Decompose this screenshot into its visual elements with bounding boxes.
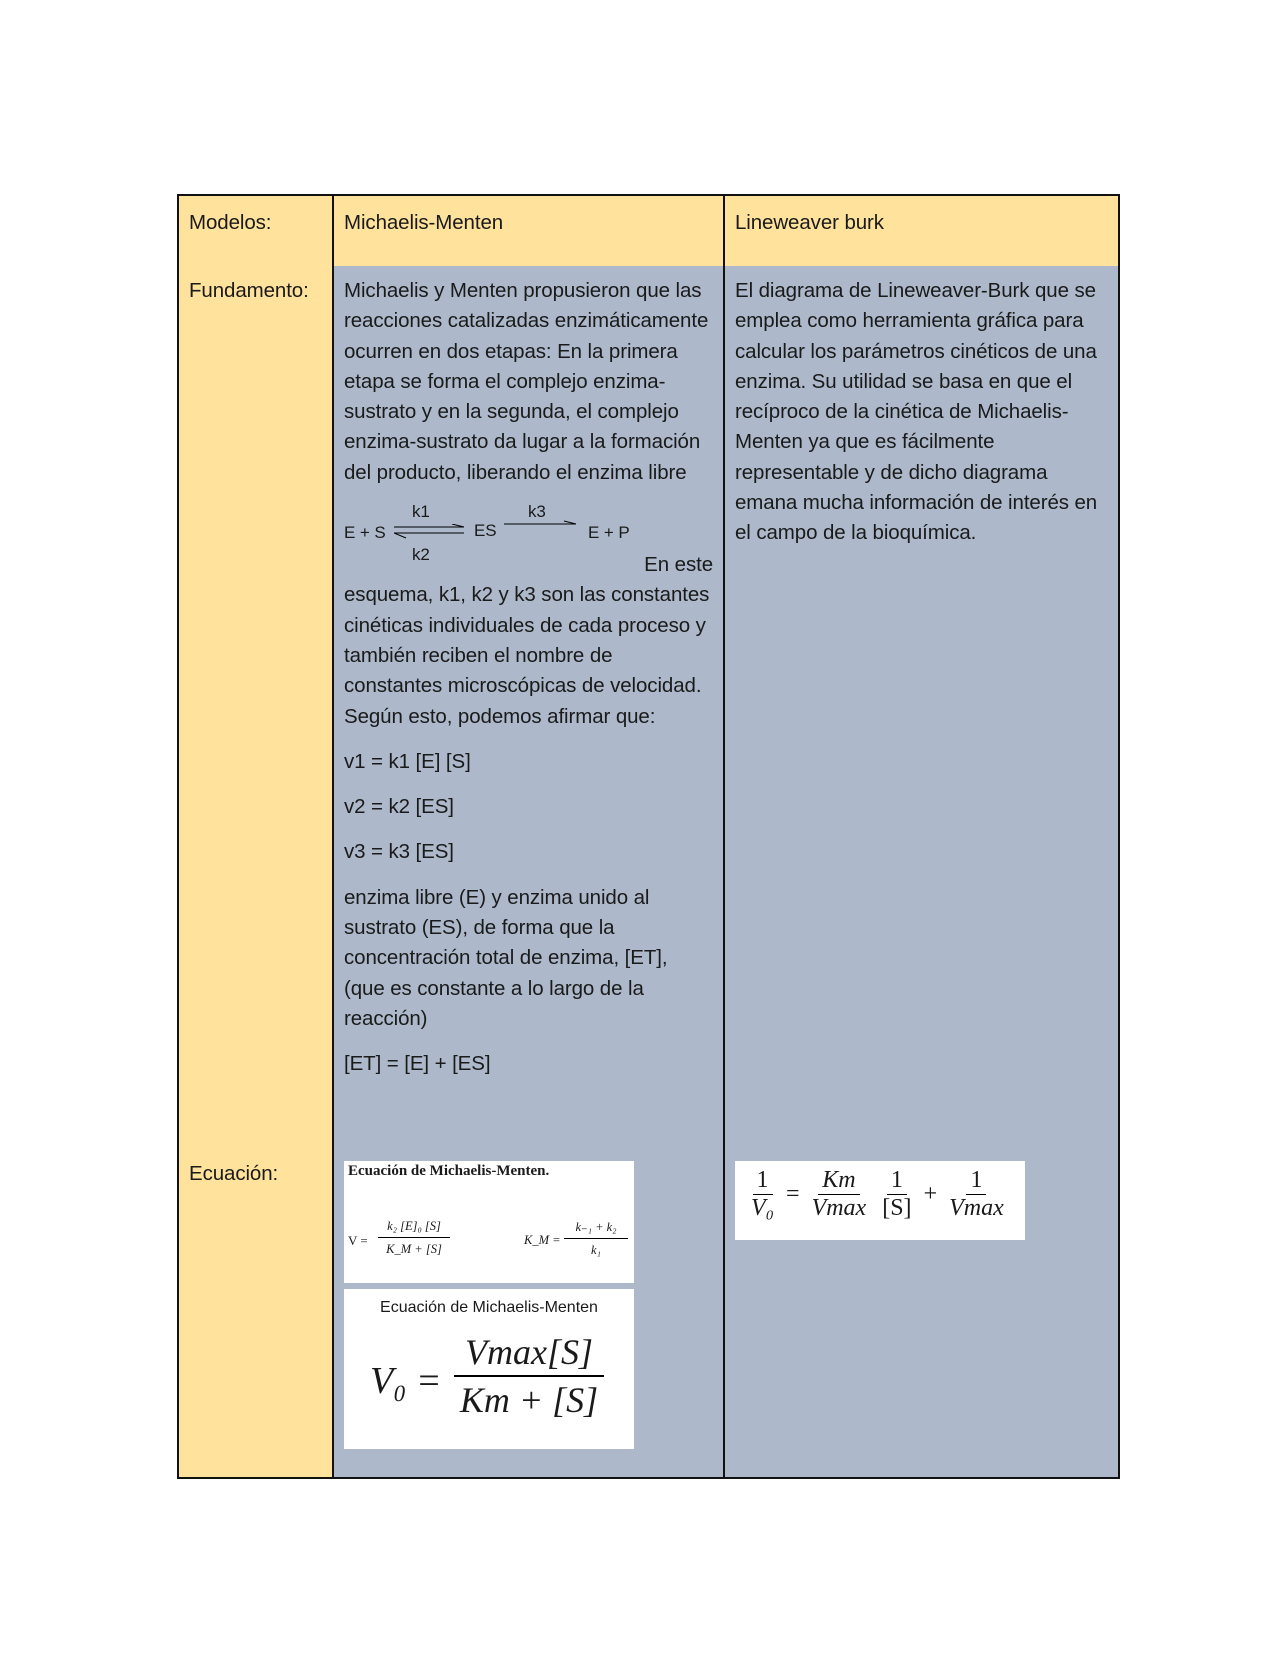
v-denominator: K_M + [S] bbox=[386, 1242, 442, 1256]
scheme-complex: ES bbox=[474, 521, 497, 541]
lb-formula bbox=[747, 1167, 1008, 1222]
lb-fundamento-text: El diagrama de Lineweaver-Burk que se emplea como herramienta gráfica para calcular los parámetros cinéticos de una enzima. Su utilidad se basa en que el recíproco de la cinética de Michaelis-Menten ya que es fácilmente representable y de dicho diagrama emana mucha información de interés en el campo de la bioquímica. bbox=[735, 279, 1098, 545]
comparison-table bbox=[177, 194, 1120, 1479]
km-fraction bbox=[564, 1219, 628, 1258]
lb-lhs-fraction bbox=[747, 1167, 778, 1222]
lb-term3-den: Vmax bbox=[949, 1195, 1004, 1221]
scheme-reactants: E + S bbox=[344, 523, 386, 543]
scheme-k2: k2 bbox=[412, 545, 430, 565]
header-models-label: Modelos: bbox=[179, 196, 334, 266]
mm-after-scheme-text: esquema, k1, k2 y k3 son las constantes cinéticas individuales de cada proceso y también reciben el nombre de constantes microscópicas de velocidad. Según esto, podemos afirmar que: bbox=[344, 583, 710, 728]
v-numerator: k₂ [E]₀ [S] bbox=[378, 1219, 450, 1238]
lb-term2-fraction bbox=[878, 1167, 915, 1222]
lb-term3-fraction bbox=[945, 1167, 1008, 1222]
header-lineweaver-burk: Lineweaver burk bbox=[725, 196, 1118, 266]
mm-fundamento-cell bbox=[334, 266, 725, 1149]
lb-lhs-num: 1 bbox=[753, 1167, 773, 1195]
equation-v2: v2 = k2 [ES] bbox=[344, 795, 454, 819]
v-lhs: V = bbox=[348, 1233, 368, 1248]
mm-equation-image-1-title: Ecuación de Michaelis-Menten. bbox=[348, 1163, 550, 1179]
lb-term1-num: Km bbox=[818, 1167, 859, 1195]
mm-after-scheme-first: En este bbox=[644, 553, 713, 577]
forward-arrow-icon bbox=[504, 520, 578, 530]
mm-equation-cell bbox=[334, 1149, 725, 1477]
mm-equation-image-1 bbox=[344, 1161, 634, 1283]
lb-term1-fraction bbox=[808, 1167, 871, 1222]
v0-lhs: V₀ = bbox=[370, 1360, 442, 1402]
header-michaelis-menten: Michaelis-Menten bbox=[334, 196, 725, 266]
lb-term3-num: 1 bbox=[966, 1167, 986, 1195]
lb-equation-image bbox=[735, 1161, 1025, 1240]
mm-equation-image-2 bbox=[344, 1289, 634, 1449]
lb-plus: + bbox=[923, 1181, 938, 1207]
equation-et: [ET] = [E] + [ES] bbox=[344, 1052, 491, 1076]
mm-intro-text: Michaelis y Menten propusieron que las reacciones catalizadas enzimáticamente ocurren en dos etapas: En la primera etapa se forma el complejo enzima-sustrato y en la segunda, el complejo enzima-sustrato da lugar a la formación del producto, liberando el enzima libre bbox=[344, 279, 709, 484]
mm-equation-image-2-title: Ecuación de Michaelis-Menten bbox=[380, 1299, 598, 1316]
lb-term2-num: 1 bbox=[887, 1167, 907, 1195]
v0-fraction bbox=[454, 1331, 604, 1421]
v0-denominator: Km + [S] bbox=[459, 1380, 599, 1420]
lb-equation-cell bbox=[725, 1149, 1118, 1477]
v-fraction bbox=[378, 1219, 450, 1257]
equation-v3: v3 = k3 [ES] bbox=[344, 840, 454, 864]
km-denominator: k₁ bbox=[591, 1243, 601, 1257]
scheme-k3: k3 bbox=[528, 502, 546, 522]
ecuacion-row bbox=[179, 1149, 1118, 1477]
fundamento-label: Fundamento: bbox=[179, 266, 334, 1149]
km-lhs: K_M = bbox=[524, 1233, 561, 1247]
equation-v1: v1 = k1 [E] [S] bbox=[344, 749, 471, 773]
mm-enzyme-text: enzima libre (E) y enzima unido al sustrato (ES), de forma que la concentración total de enzima, [ET], (que es constante a lo largo de la reacción) bbox=[344, 885, 668, 1030]
equilibrium-arrows-icon bbox=[394, 524, 466, 540]
ecuacion-label: Ecuación: bbox=[179, 1149, 334, 1477]
lb-term2-den: [S] bbox=[882, 1195, 912, 1221]
fundamento-row bbox=[179, 266, 1118, 1151]
km-numerator: k₋₁ + k₂ bbox=[564, 1219, 628, 1239]
scheme-products: E + P bbox=[588, 523, 630, 543]
lb-fundamento-cell bbox=[725, 266, 1118, 1149]
lb-lhs-den: V₀ bbox=[751, 1195, 775, 1221]
lb-term1-den: Vmax bbox=[811, 1195, 867, 1221]
scheme-k1: k1 bbox=[412, 502, 430, 522]
lb-equals: = bbox=[786, 1181, 800, 1207]
header-row bbox=[179, 196, 1118, 268]
v0-numerator: Vmax[S] bbox=[454, 1331, 604, 1377]
